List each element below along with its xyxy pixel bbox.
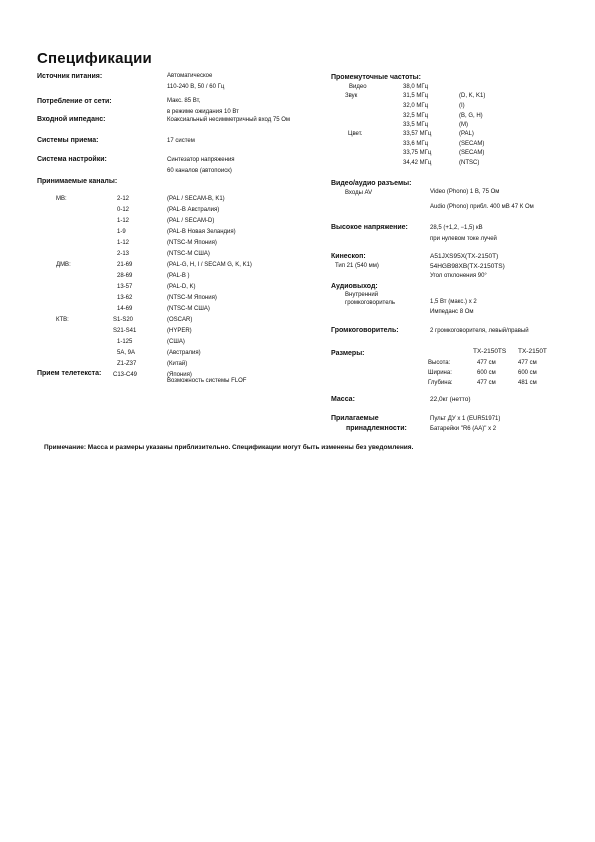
accessories-label-1: Прилагаемые <box>331 415 379 422</box>
if-system: (NTSC) <box>459 160 480 166</box>
dims-row-v1: 600 см <box>477 370 496 376</box>
speaker-label: Громкоговоритель: <box>331 327 399 334</box>
ktv-label: КТВ: <box>56 317 69 323</box>
dims-row-name: Высота: <box>428 360 451 366</box>
mv-label: МВ: <box>56 196 67 202</box>
dims-row-v1: 477 см <box>477 380 496 386</box>
crt-label: Кинескоп: <box>331 253 366 260</box>
power-source-value-1: Автоматическое <box>167 73 213 79</box>
channel-range: 28-69 <box>117 273 133 279</box>
teletext-label: Прием телетекста: <box>37 370 102 377</box>
if-video-value: 38,0 МГц <box>403 84 429 90</box>
audio-out-label: Аудиовыход: <box>331 283 378 290</box>
if-freq: 33,6 МГц <box>403 141 429 147</box>
if-freq: 33,57 МГц <box>403 131 432 137</box>
if-color-label: Цвет. <box>348 131 363 137</box>
channels-label: Принимаемые каналы: <box>37 178 118 185</box>
channel-range: 1-12 <box>117 240 130 246</box>
if-label: Промежуточные частоты: <box>331 74 421 81</box>
dims-row-v2: 600 см <box>518 370 537 376</box>
page-title: Спецификации <box>37 50 152 67</box>
channel-system: (США) <box>167 339 185 345</box>
channel-system: (Австралия) <box>167 350 201 356</box>
reception-systems-label: Системы приема: <box>37 137 99 144</box>
power-consumption-value-2: в режиме ожидания 10 Вт <box>167 109 239 115</box>
channel-range: S1-S20 <box>113 317 134 323</box>
dmv-label: ДМВ: <box>56 262 71 268</box>
footnote: Примечание: Масса и размеры указаны приблизительно. Спецификации могут быть изменены без уведомления. <box>44 444 414 451</box>
crt-type: Тип 21 (540 мм) <box>335 263 379 269</box>
av-audio-line: Audio (Phono) прибл. 400 мВ 47 К Ом <box>430 204 534 210</box>
channel-range: 13-62 <box>117 295 133 301</box>
channel-range: S21-S41 <box>113 328 137 334</box>
reception-systems-value: 17 систем <box>167 138 195 144</box>
if-system: (D, K, K1) <box>459 93 486 99</box>
if-freq: 31,5 МГц <box>403 93 429 99</box>
dims-row-v1: 477 см <box>477 360 496 366</box>
dims-row-v2: 481 см <box>518 380 537 386</box>
accessories-label-2: принадлежности: <box>346 425 407 432</box>
dims-label: Размеры: <box>331 350 365 357</box>
channel-system: (OSCAR) <box>167 317 193 323</box>
channel-system: (NTSC-M США) <box>167 251 210 257</box>
if-system: (I) <box>459 103 465 109</box>
audio-out-sub-1: Внутренний <box>345 292 379 298</box>
mass-value: 22,0кг (нетто) <box>430 396 471 403</box>
channel-system: (PAL / SECAM-D) <box>167 218 215 224</box>
mass-label: Масса: <box>331 396 355 403</box>
accessories-line-2: Батарейки "R6 (AA)" x 2 <box>430 426 497 432</box>
channel-range: 13-57 <box>117 284 133 290</box>
if-system: (M) <box>459 122 468 128</box>
crt-line-3: Угол отклонения 90° <box>430 273 487 279</box>
if-system: (PAL) <box>459 131 474 137</box>
tuning-system-value-2: 60 каналов (автопоиск) <box>167 168 232 174</box>
channel-system: (NTSC-M США) <box>167 306 210 312</box>
crt-line-1: A51JXS95X(TX-2150T) <box>430 253 499 260</box>
channel-system: (PAL-D, K) <box>167 284 196 290</box>
channel-system: (Китай) <box>167 361 188 367</box>
power-consumption-label: Потребление от сети: <box>37 98 112 105</box>
channel-system: (HYPER) <box>167 328 192 334</box>
channel-system: (PAL-B Австралия) <box>167 207 220 213</box>
dims-row-name: Глубина: <box>428 380 453 386</box>
audio-out-line-2: Импеданс 8 Ом <box>430 309 474 315</box>
channel-system: (PAL-G, H, I / SECAM G, K, K1) <box>167 262 252 268</box>
crt-line-2: 54HGB98XB(TX-2150TS) <box>430 263 505 270</box>
audio-out-line-1: 1,5 Вт (макс.) x 2 <box>430 299 477 305</box>
if-freq: 33,75 МГц <box>403 150 432 156</box>
tuning-system-label: Система настройки: <box>37 156 107 163</box>
av-sub: Входы AV <box>345 190 373 196</box>
channel-system: (PAL / SECAM-B, K1) <box>167 196 225 202</box>
dims-row-name: Ширина: <box>428 370 452 376</box>
channel-range: C13-C49 <box>113 372 138 378</box>
if-freq: 32,0 МГц <box>403 103 429 109</box>
channel-range: 2-13 <box>117 251 130 257</box>
dims-col-2: TX-2150T <box>518 348 547 355</box>
if-system: (B, G, H) <box>459 113 483 119</box>
channel-range: 5А, 9А <box>117 350 136 356</box>
if-freq: 33,5 МГц <box>403 122 429 128</box>
power-consumption-value-1: Макс. 85 Вт, <box>167 98 201 104</box>
if-freq: 32,5 МГц <box>403 113 429 119</box>
speaker-value: 2 громкоговорителя, левый/правый <box>430 328 529 334</box>
channel-range: 1-125 <box>117 339 133 345</box>
if-system: (SECAM) <box>459 150 485 156</box>
power-source-label: Источник питания: <box>37 73 103 80</box>
channel-range: 21-69 <box>117 262 133 268</box>
hv-label: Высокое напряжение: <box>331 224 408 231</box>
tuning-system-value-1: Синтезатор напряжения <box>167 157 235 163</box>
channel-system: (Япония) <box>167 372 192 378</box>
if-sound-label: Звук <box>345 93 358 99</box>
channel-system: (NTSC-M Япония) <box>167 295 217 301</box>
teletext-value: Возможность системы FLOF <box>167 378 247 384</box>
accessories-line-1: Пульт ДУ x 1 (EUR51971) <box>430 416 501 422</box>
if-system: (SECAM) <box>459 141 485 147</box>
power-source-value-2: 110-240 В, 50 / 60 Гц <box>167 84 225 90</box>
channel-range: 1-9 <box>117 229 126 235</box>
hv-value-2: при нулевом токе лучей <box>430 236 497 242</box>
av-video-line: Video (Phono) 1 В, 75 Ом <box>430 189 500 195</box>
hv-value-1: 28,5 (+1,2, −1,5) кВ <box>430 225 483 231</box>
dims-row-v2: 477 см <box>518 360 537 366</box>
if-freq: 34,42 МГц <box>403 160 432 166</box>
channel-system: (PAL-B ) <box>167 273 190 279</box>
channel-range: 0-12 <box>117 207 130 213</box>
dims-col-1: TX-2150TS <box>473 348 507 355</box>
channel-system: (PAL-B Новая Зеландия) <box>167 229 236 235</box>
channel-range: 14-69 <box>117 306 133 312</box>
input-impedance-label: Входной импеданс: <box>37 116 106 123</box>
channel-system: (NTSC-M Япония) <box>167 240 217 246</box>
input-impedance-value: Коаксиальный несимметричный вход 75 Ом <box>167 117 291 123</box>
channel-range: 2-12 <box>117 196 130 202</box>
audio-out-sub-2: громкоговоритель <box>345 300 396 306</box>
if-video-label: Видео <box>349 84 367 90</box>
channel-range: Z1-Z37 <box>117 361 137 367</box>
channel-range: 1-12 <box>117 218 130 224</box>
av-label: Видео/аудио разъемы: <box>331 180 412 187</box>
